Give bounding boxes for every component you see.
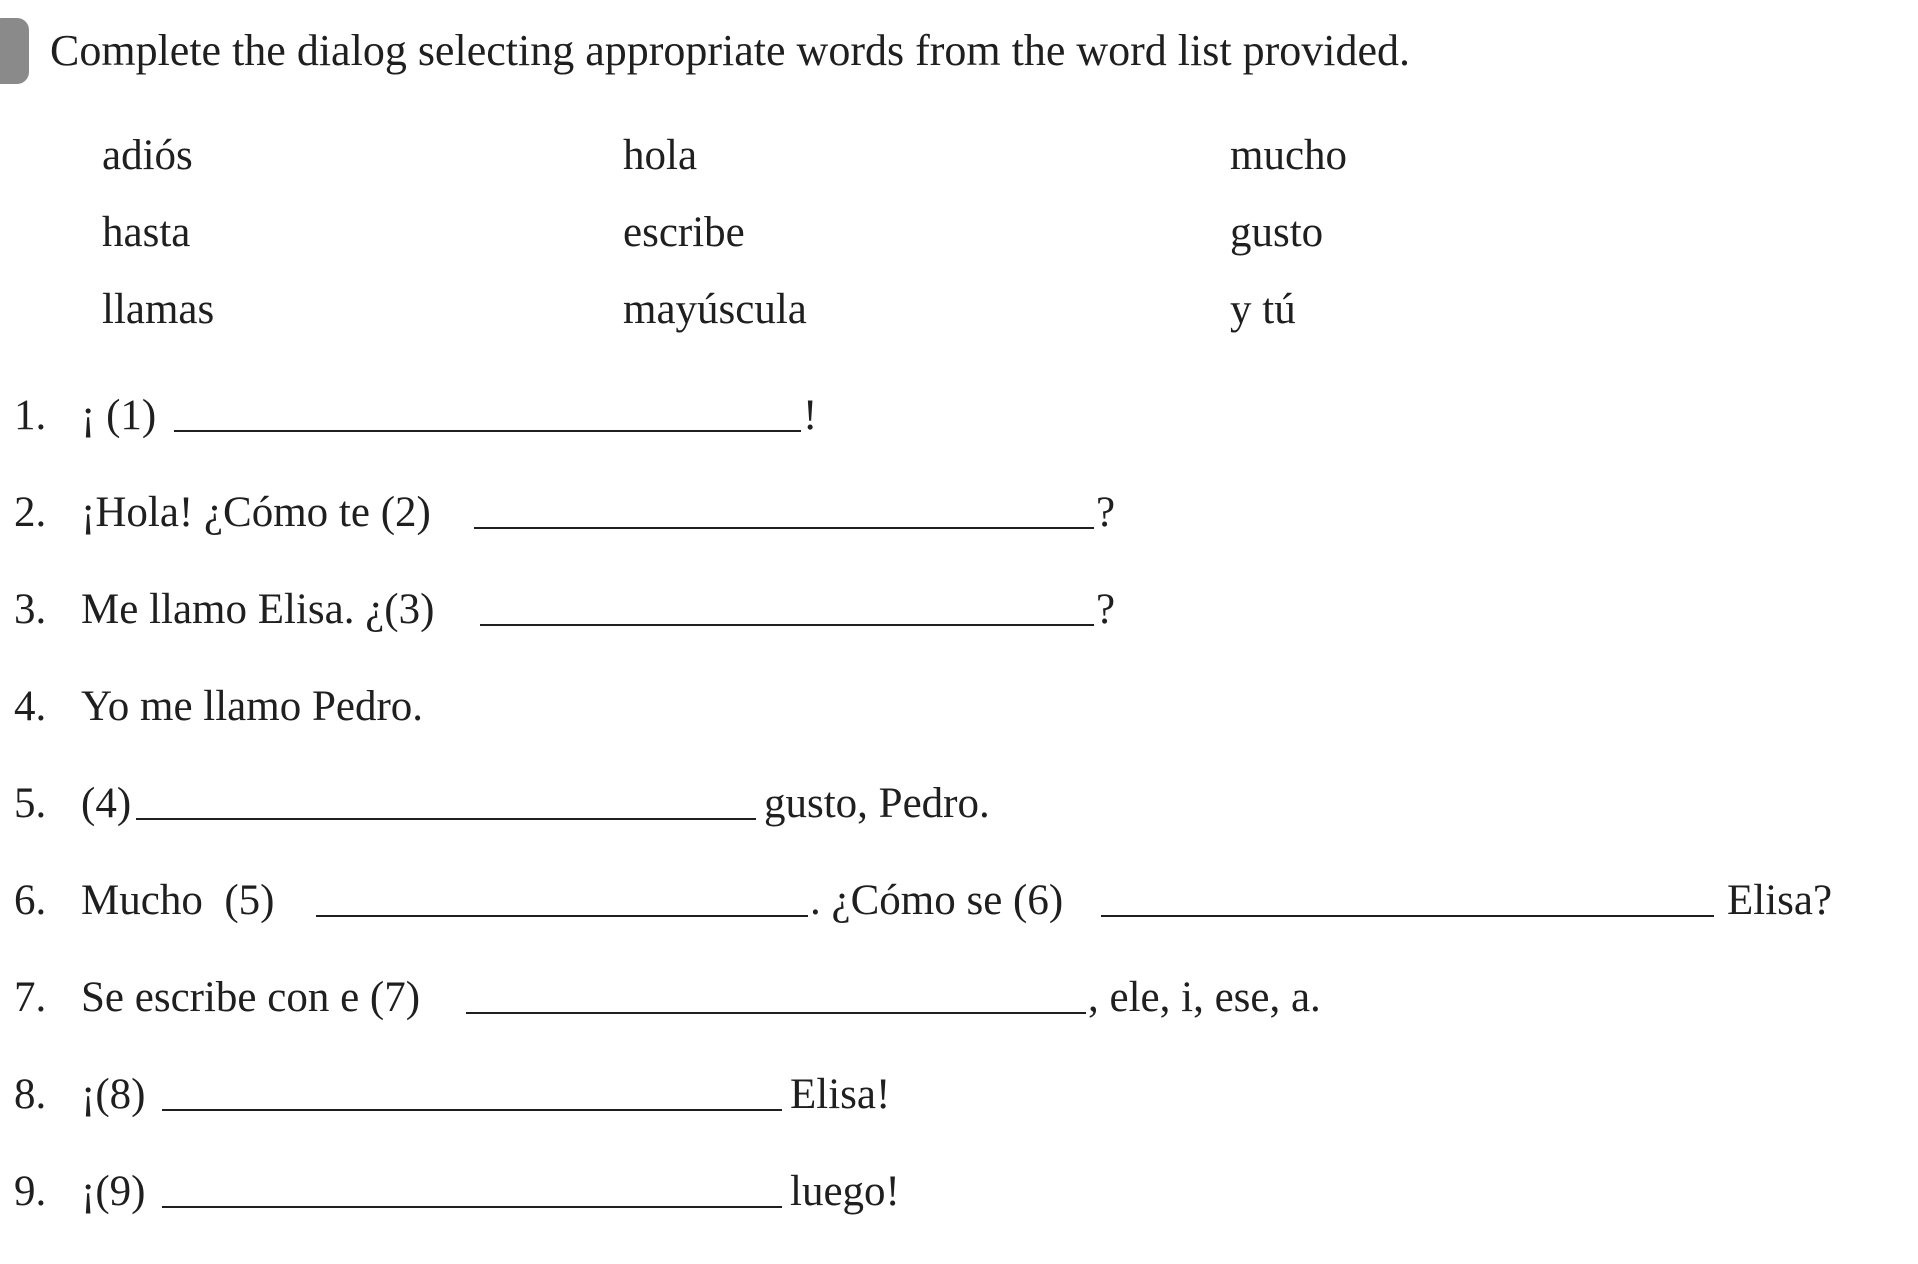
- section-tab-marker: [0, 18, 29, 84]
- item-suffix: ?: [1096, 586, 1116, 633]
- answer-blank-4[interactable]: [136, 818, 756, 820]
- dialog-item-7: [14, 968, 1894, 1032]
- item-number: 9.: [14, 1168, 47, 1215]
- item-number: 6.: [14, 877, 47, 924]
- item-number: 4.: [14, 683, 47, 730]
- item-number: 1.: [14, 392, 47, 439]
- item-number: 3.: [14, 586, 47, 633]
- word-list-item: llamas: [102, 286, 215, 333]
- word-list-item: mayúscula: [623, 286, 807, 333]
- dialog-item-4: [14, 677, 1894, 741]
- item-suffix: !: [803, 392, 818, 439]
- word-list-item: gusto: [1230, 209, 1324, 256]
- item-suffix: , ele, i, ese, a.: [1088, 974, 1321, 1021]
- dialog-item-1: [14, 386, 1894, 450]
- answer-blank-5[interactable]: [316, 915, 808, 917]
- item-number: 8.: [14, 1071, 47, 1118]
- dialog-item-3: [14, 580, 1894, 644]
- dialog-item-6: [14, 871, 1894, 935]
- answer-blank-3[interactable]: [480, 624, 1094, 626]
- word-list-item: y tú: [1230, 286, 1296, 333]
- item-prompt: ¡Hola! ¿Cómo te (2): [81, 489, 431, 536]
- item-suffix: Elisa?: [1727, 877, 1833, 924]
- instruction-text: Complete the dialog selecting appropriate words from the word list provided.: [50, 26, 1411, 75]
- item-prompt: Se escribe con e (7): [81, 974, 421, 1021]
- item-suffix: gusto, Pedro.: [764, 780, 990, 827]
- item-prompt: ¡(9): [81, 1168, 146, 1215]
- item-prompt: ¡(8): [81, 1071, 146, 1118]
- answer-blank-8[interactable]: [162, 1109, 782, 1111]
- answer-blank-7[interactable]: [466, 1012, 1086, 1014]
- item-prompt: ¡ (1): [81, 392, 157, 439]
- item-prompt: (4): [81, 780, 132, 827]
- item-number: 2.: [14, 489, 47, 536]
- item-suffix: ?: [1096, 489, 1116, 536]
- item-suffix: luego!: [790, 1168, 900, 1215]
- item-prompt: Mucho (5): [81, 877, 275, 924]
- answer-blank-6[interactable]: [1101, 915, 1714, 917]
- word-list-item: hola: [623, 132, 698, 179]
- dialog-item-8: [14, 1065, 1894, 1129]
- dialog-item-5: [14, 774, 1894, 838]
- item-prompt: Me llamo Elisa. ¿(3): [81, 586, 435, 633]
- word-list-item: adiós: [102, 132, 193, 179]
- word-list-item: hasta: [102, 209, 191, 256]
- answer-blank-2[interactable]: [474, 527, 1094, 529]
- dialog-item-2: [14, 483, 1894, 547]
- word-list-item: escribe: [623, 209, 745, 256]
- item-suffix: Elisa!: [790, 1071, 891, 1118]
- dialog-item-9: [14, 1162, 1894, 1226]
- answer-blank-9[interactable]: [162, 1206, 782, 1208]
- answer-blank-1[interactable]: [174, 430, 801, 432]
- item-text: Yo me llamo Pedro.: [81, 683, 424, 730]
- word-list-item: mucho: [1230, 132, 1348, 179]
- item-middle: . ¿Cómo se (6): [810, 877, 1064, 924]
- item-number: 5.: [14, 780, 47, 827]
- item-number: 7.: [14, 974, 47, 1021]
